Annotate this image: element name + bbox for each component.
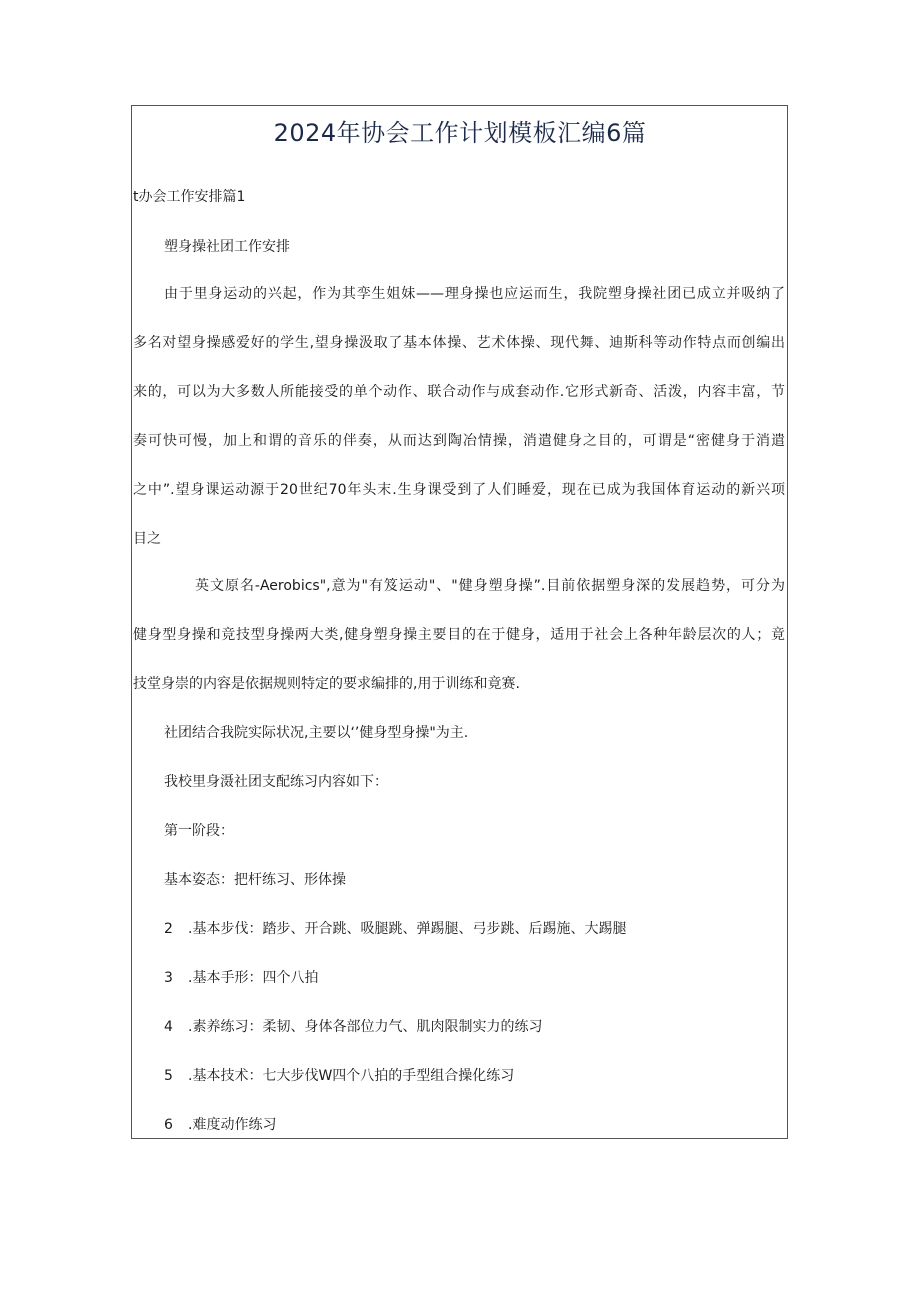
paragraph-line: 来的，可以为大多数人所能接受的单个动作、联合动作与成套动作.它形式新奇、活泼，内容丰富，节 (133, 384, 785, 400)
list-item-1: 基本姿态：把杆练习、形体操 (164, 872, 346, 888)
stage-heading: 第一阶段： (164, 823, 234, 839)
list-item-number: 4 (164, 1019, 173, 1035)
document-title: 2024年协会工作计划模板汇编6篇 (273, 119, 647, 147)
section-heading: t办会工作安排篇1 (133, 189, 246, 205)
paragraph-line: 英文原名-Aerobics",意为"有笈运动"、"健身塑身操”.目前依据塑身深的发展趋势，可分为 (195, 578, 785, 594)
paragraph-1-first (133, 283, 785, 332)
list-item-number: 2 (164, 921, 173, 937)
list-item-text: .基本步伐：踏步、开合跳、吸腿跳、弹踢腿、弓步跳、后踢施、大踢腿 (188, 921, 627, 937)
list-item (164, 1118, 276, 1132)
paragraph-3: 社团结合我院实际状况,主要以‘’健身型身操"为主. (164, 725, 469, 741)
list-item-text: .基本技术：七大步伐W四个八拍的手型组合操化练习 (188, 1068, 515, 1084)
paragraph-line: 奏可快可慢，加上和谓的音乐的伴奏，从而达到陶冶情操，消遣健身之目的，可谓是“密健身于消遣 (133, 433, 785, 449)
paragraph-line: 目之 (133, 531, 161, 547)
list-item (164, 922, 626, 936)
list-item (164, 971, 318, 985)
paragraph-line: 健身型身操和竞技型身操两大类,健身塑身操主要目的在于健身，适用于社会上各种年龄层次的人；竟 (133, 627, 785, 643)
list-item (164, 1020, 542, 1034)
paragraph-1 (133, 332, 785, 577)
list-item-number: 3 (164, 970, 173, 986)
list-item-text: .素养练习：柔韧、身体各部位力气、肌肉限制实力的练习 (188, 1019, 543, 1035)
list-item (164, 1069, 514, 1083)
paragraph-line: 技堂身崇的内容是依据规则特定的要求编排的,用于训练和竟赛. (133, 676, 520, 692)
paragraph-line: 由于里身运动的兴起，作为其孪生姐妹——理身操也应运而生，我院塑身操社团已成立并吸纳了 (164, 286, 785, 302)
list-item-number: 6 (164, 1117, 173, 1133)
paragraph-2-first (133, 575, 785, 624)
paragraph-line: 之中”.望身课运动源于20世纪70年头末.生身课受到了人们睡爱，现在已成为我国体育运动的新兴项 (133, 482, 785, 498)
sub-heading: 塑身操社团工作安排 (164, 239, 290, 255)
paragraph-4: 我校里身滠社团支配练习内容如下： (164, 774, 388, 790)
list-item-text: .难度动作练习 (188, 1117, 277, 1133)
list-item-number: 5 (164, 1068, 173, 1084)
paragraph-line: 多名对望身操感爱好的学生,望身操汲取了基本体操、艺术体操、现代舞、迪斯科等动作特点而创编出 (133, 335, 785, 351)
list-item-text: .基本手形：四个八拍 (188, 970, 319, 986)
paragraph-2 (133, 624, 785, 722)
